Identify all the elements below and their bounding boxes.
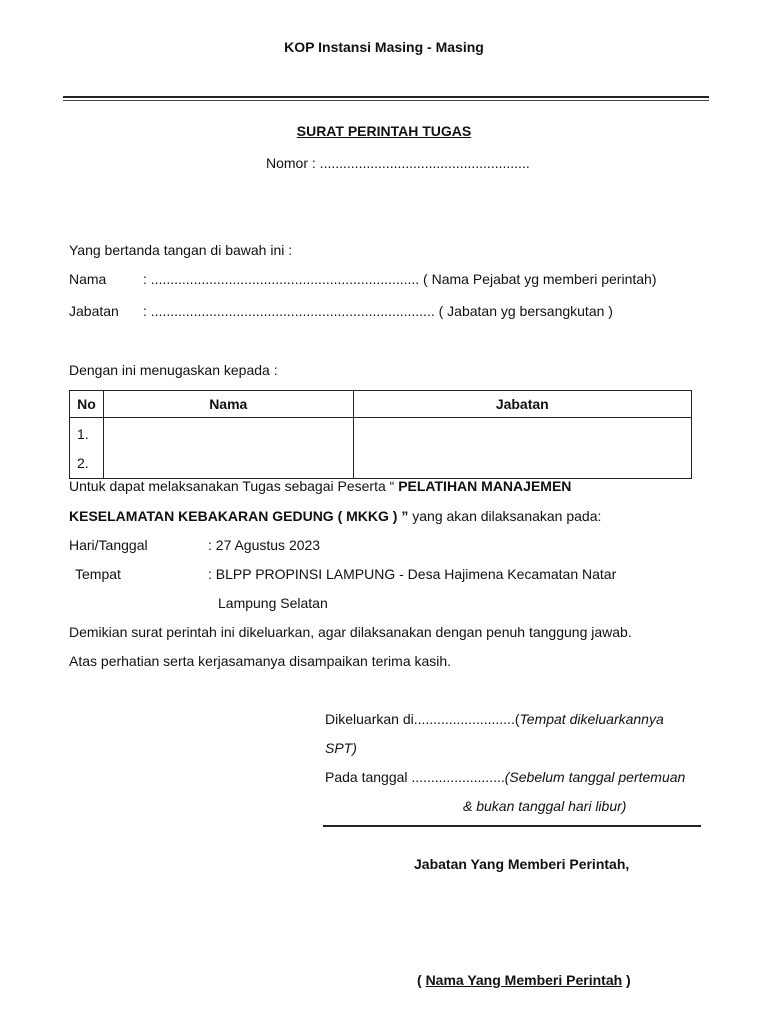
purpose-text: Untuk dapat melaksanakan Tugas sebagai Peserta “ (69, 478, 399, 494)
closing-line-1: Demikian surat perintah ini dikeluarkan, agar dilaksanakan dengan penuh tanggung jawab. (69, 624, 632, 640)
assignment-intro: Dengan ini menugaskan kepada : (69, 362, 278, 378)
row-number-cell (70, 418, 104, 479)
closing-line-2: Atas perhatian serta kerjasamanya disampaikan terima kasih. (69, 653, 452, 669)
issued-date-hint-2: & bukan tanggal hari libur) (463, 798, 627, 814)
issued-place-hint-2: SPT) (325, 740, 357, 756)
row-number-1: 1. (77, 426, 89, 442)
signature-rule (323, 825, 701, 827)
letterhead-rule-thick (63, 96, 709, 98)
signer-position-label: Jabatan (69, 303, 119, 319)
table-row (70, 418, 692, 479)
signatory-name-close: ) (622, 972, 631, 988)
name-cell (103, 418, 353, 479)
table-header-row (70, 391, 692, 418)
date-value: : 27 Agustus 2023 (208, 537, 321, 553)
position-cell (353, 418, 691, 479)
place-label: Tempat (75, 566, 121, 582)
purpose-line-1 (69, 478, 571, 494)
assignee-table (69, 390, 692, 479)
letterhead-rule-thin (63, 100, 709, 101)
issued-date-line (325, 769, 685, 785)
purpose-line-2 (69, 508, 601, 524)
letterhead-title: KOP Instansi Masing - Masing (284, 39, 484, 55)
document-number: Nomor : ...................................................... (266, 155, 530, 171)
place-value: : BLPP PROPINSI LAMPUNG - Desa Hajimena Kecamatan Natar (208, 566, 617, 582)
column-header-no: No (70, 391, 104, 418)
signer-intro: Yang bertanda tangan di bawah ini : (69, 242, 293, 258)
column-header-nama: Nama (103, 391, 353, 418)
signatory-name: Nama Yang Memberi Perintah (425, 972, 623, 988)
signatory-position: Jabatan Yang Memberi Perintah, (414, 856, 630, 872)
signatory-name-open: ( (417, 972, 426, 988)
signer-name-label: Nama (69, 271, 107, 287)
column-header-jabatan: Jabatan (353, 391, 691, 418)
issued-date-hint: (Sebelum tanggal pertemuan (504, 769, 686, 785)
row-number-2: 2. (77, 455, 89, 471)
training-name-part2: KESELAMATAN KEBAKARAN GEDUNG ( MKKG ) ” (69, 508, 409, 524)
date-label: Hari/Tanggal (69, 537, 148, 553)
issued-date-text: Pada tanggal ........................ (325, 769, 505, 785)
signer-name-value: : ..................................................................... ( Nama Pejabat yg memberi perintah) (143, 271, 657, 287)
signatory-name-line (417, 972, 631, 988)
issued-place-text: Dikeluarkan di..........................( (325, 711, 520, 727)
place-value-line2: Lampung Selatan (218, 595, 328, 611)
document-title: SURAT PERINTAH TUGAS (296, 123, 472, 139)
signer-position-value: : ......................................................................... ( Jabatan yg bersangkutan ) (143, 303, 613, 319)
issued-place-hint: Tempat dikeluarkannya (519, 711, 664, 727)
training-name-part1: PELATIHAN MANAJEMEN (398, 478, 572, 494)
issued-place-line (325, 711, 664, 727)
purpose-tail: yang akan dilaksanakan pada: (408, 508, 602, 524)
